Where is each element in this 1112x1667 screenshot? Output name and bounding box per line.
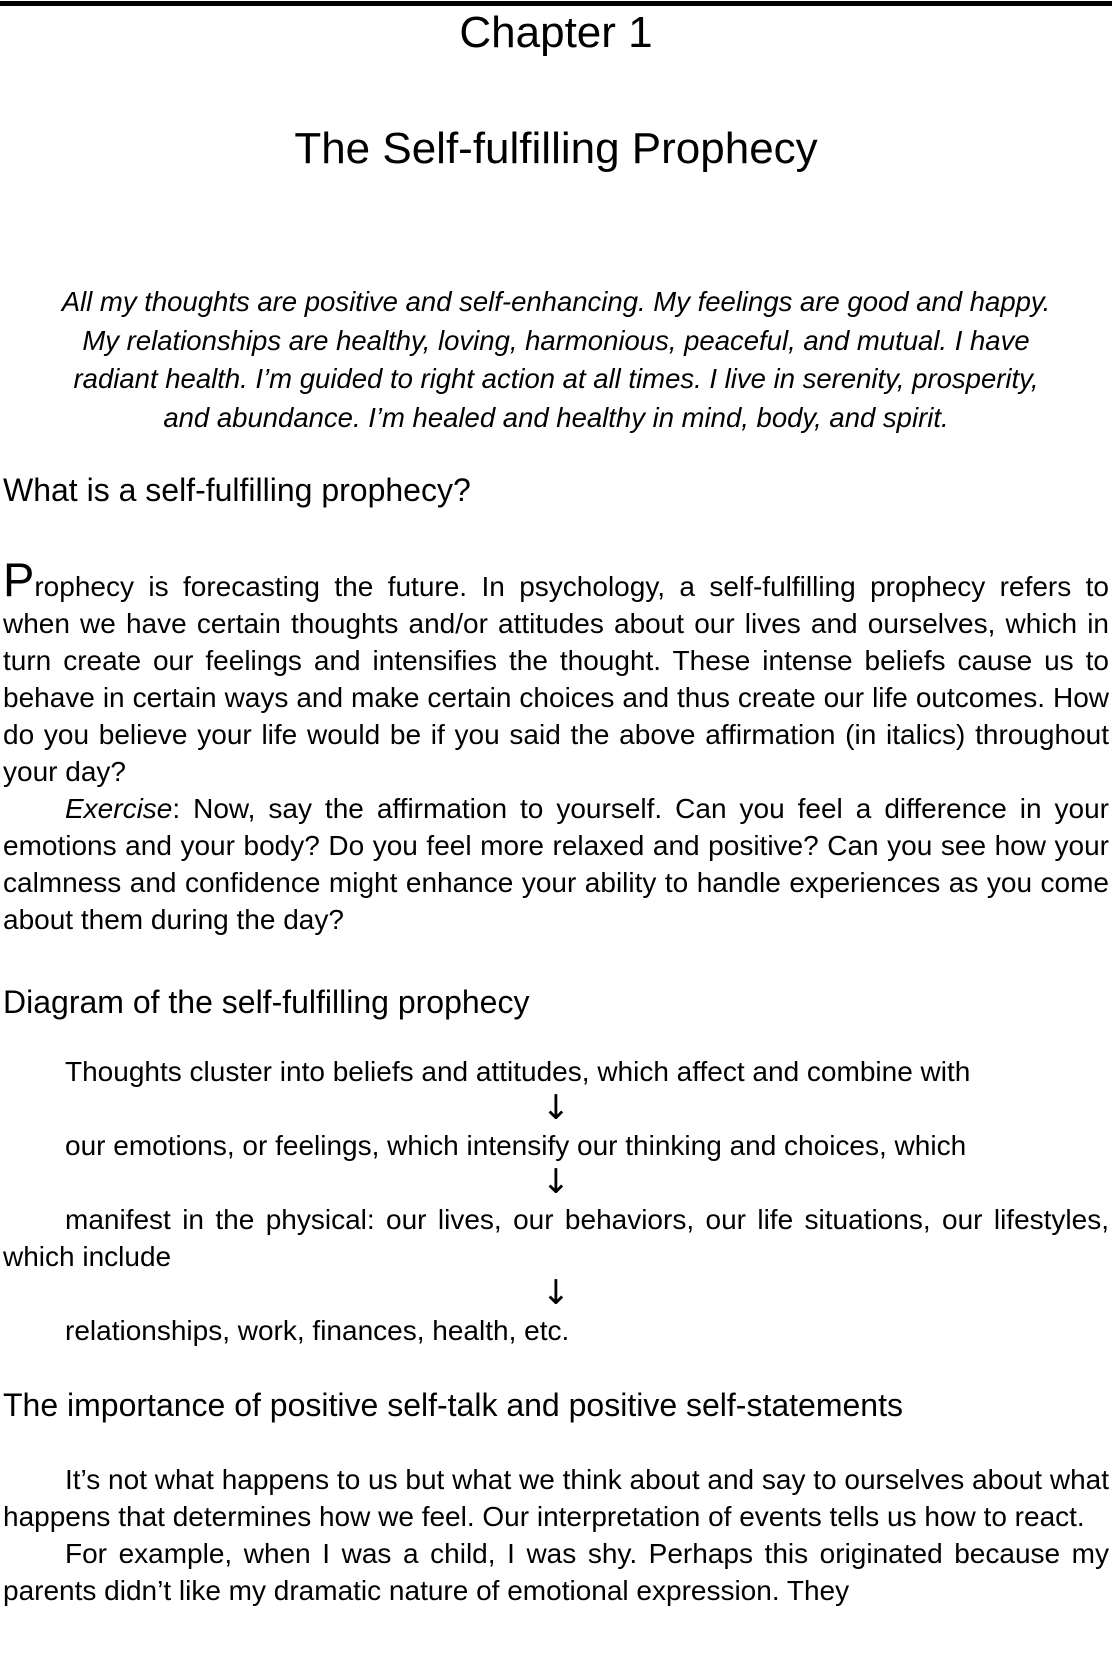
diagram-step: manifest in the physical: our lives, our behaviors, our life situations, our lifestyles, which include bbox=[3, 1204, 1109, 1272]
affirmation-line: radiant health. I’m guided to right action at all times. I live in serenity, prosperity, bbox=[73, 363, 1039, 394]
page-content bbox=[0, 6, 1112, 1609]
paragraph-text: : Now, say the affirmation to yourself. Can you feel a difference in your emotions and your body? Do you feel more relaxed and positive? Can you see how your calmness and confidence might enhance your ability to handle experiences as you come about them during the day? bbox=[3, 793, 1109, 935]
paragraph-text: rophecy is forecasting the future. In psychology, a self-fulfilling prophecy refers to when we have certain thoughts and/or attitudes about our lives and ourselves, which in turn create our feelings and intensifies the thought. These intense beliefs cause us to behave in certain ways and make certain choices and thus create our life outcomes. How do you believe your life would be if you said the above affirmation (in italics) throughout your day? bbox=[3, 571, 1109, 787]
arrow-down-icon: ↓ bbox=[541, 1162, 571, 1202]
chapter-number-heading: Chapter 1 bbox=[459, 8, 653, 57]
affirmation-line: My relationships are healthy, loving, harmonious, peaceful, and mutual. I have bbox=[82, 324, 1030, 356]
section-heading-importance: The importance of positive self-talk and positive self-statements bbox=[3, 1387, 903, 1423]
diagram-step: Thoughts cluster into beliefs and attitudes, which affect and combine with bbox=[65, 1056, 971, 1087]
section-heading-what-is: What is a self-fulfilling prophecy? bbox=[3, 472, 471, 508]
paragraph-exercise bbox=[3, 790, 1109, 938]
affirmation-line: All my thoughts are positive and self-enhancing. My feelings are good and happy. bbox=[61, 286, 1051, 317]
chapter-title-heading: The Self-fulfilling Prophecy bbox=[294, 124, 818, 173]
diagram-step: relationships, work, finances, health, etc. bbox=[65, 1315, 570, 1346]
initial-drop-cap: P bbox=[3, 553, 35, 606]
paragraph-prophecy-intro bbox=[3, 553, 1109, 790]
arrow-down-icon: ↓ bbox=[541, 1273, 571, 1313]
affirmation-paragraph bbox=[3, 283, 1109, 437]
paragraph-self-talk: It’s not what happens to us but what we think about and say to ourselves about what happens that determines how we feel. Our interpretation of events tells us how to react. bbox=[3, 1464, 1109, 1532]
prophecy-diagram bbox=[3, 1053, 1109, 1349]
affirmation-line: and abundance. I’m healed and healthy in mind, body, and spirit. bbox=[163, 401, 949, 433]
diagram-step: our emotions, or feelings, which intensify our thinking and choices, which bbox=[65, 1130, 967, 1161]
arrow-down-icon: ↓ bbox=[541, 1088, 571, 1128]
exercise-label: Exercise bbox=[65, 793, 173, 824]
paragraph-example: For example, when I was a child, I was shy. Perhaps this originated because my parents didn’t like my dramatic nature of emotional expression. They bbox=[3, 1538, 1109, 1606]
section-heading-diagram: Diagram of the self-fulfilling prophecy bbox=[3, 984, 530, 1020]
